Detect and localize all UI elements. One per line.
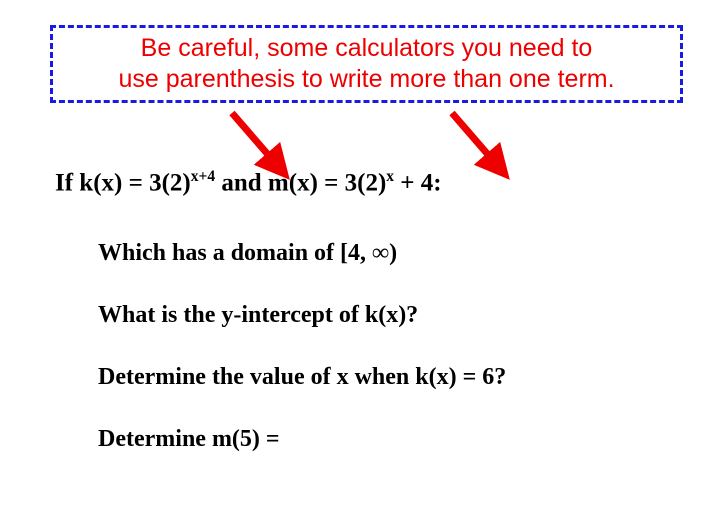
arrow-left-icon [232, 113, 277, 165]
warning-line-1: Be careful, some calculators you need to [140, 33, 593, 62]
list-item: What is the y-intercept of k(x)? [98, 302, 419, 328]
problem-suffix: + 4: [394, 169, 442, 197]
problem-exponent-2: x [386, 168, 395, 185]
problem-exponent-1: x+4 [190, 168, 216, 185]
warning-callout [50, 25, 683, 103]
problem-prefix: If k(x) = 3(2) [55, 169, 191, 197]
problem-statement [55, 168, 442, 197]
arrow-right-icon [452, 113, 497, 165]
list-item: Which has a domain of [4, ∞) [98, 240, 398, 266]
question-list [98, 240, 678, 453]
warning-callout-text [108, 33, 624, 96]
warning-line-2: use parenthesis to write more than one term. [118, 65, 615, 93]
problem-middle: and m(x) = 3(2) [215, 169, 387, 197]
list-item: Determine m(5) = [98, 426, 280, 452]
list-item: Determine the value of x when k(x) = 6? [98, 364, 507, 390]
